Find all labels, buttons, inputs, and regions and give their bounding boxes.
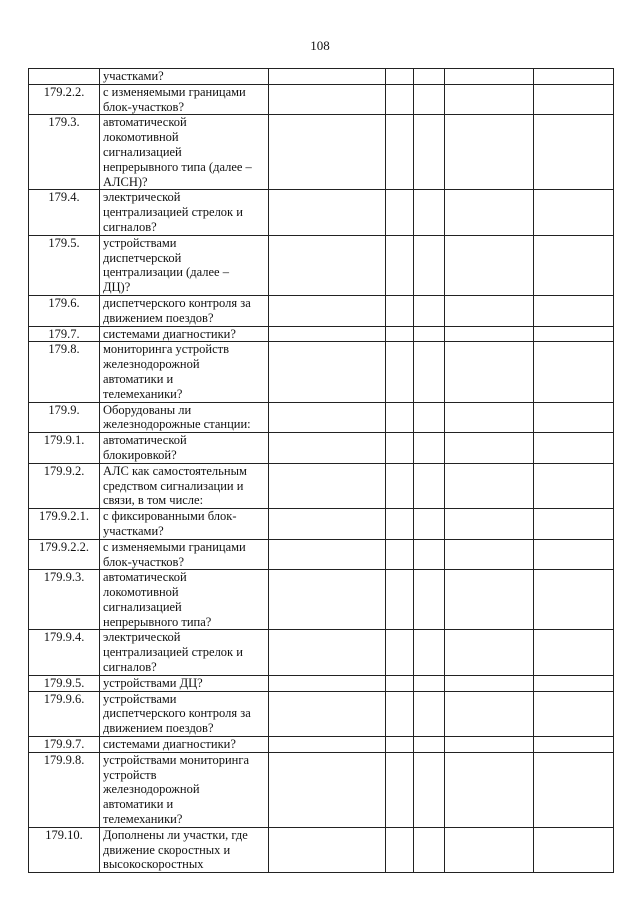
answer-cell[interactable] [386, 675, 414, 691]
answer-cell[interactable] [445, 675, 534, 691]
answer-cell[interactable] [414, 827, 445, 872]
answer-cell[interactable] [534, 737, 614, 753]
question-line: автоматической [103, 570, 187, 585]
answer-cell[interactable] [445, 737, 534, 753]
answer-cell[interactable] [386, 827, 414, 872]
question-line: мониторинга устройств [103, 342, 230, 357]
table-body [29, 69, 614, 873]
answer-cell[interactable] [386, 326, 414, 342]
table-row [29, 752, 614, 827]
item-number: 179.9. [29, 402, 100, 433]
answer-cell[interactable] [386, 115, 414, 190]
answer-cell[interactable] [269, 342, 386, 402]
answer-cell[interactable] [269, 115, 386, 190]
table-row [29, 295, 614, 326]
question-text [100, 630, 269, 675]
answer-cell[interactable] [386, 84, 414, 115]
answer-cell[interactable] [445, 295, 534, 326]
item-number: 179.9.1. [29, 433, 100, 464]
answer-cell[interactable] [269, 675, 386, 691]
item-number: 179.3. [29, 115, 100, 190]
answer-cell[interactable] [534, 295, 614, 326]
item-number: 179.6. [29, 295, 100, 326]
question-line: телемеханики? [103, 812, 183, 827]
answer-cell[interactable] [269, 326, 386, 342]
answer-cell[interactable] [445, 539, 534, 570]
question-line: непрерывного типа? [103, 614, 212, 629]
answer-cell[interactable] [414, 84, 445, 115]
answer-cell[interactable] [534, 827, 614, 872]
answer-cell[interactable] [386, 752, 414, 827]
table-row [29, 69, 614, 85]
answer-cell[interactable] [414, 235, 445, 295]
answer-cell[interactable] [445, 752, 534, 827]
question-line: движением поездов? [103, 721, 214, 736]
question-text [100, 675, 269, 691]
table-row [29, 402, 614, 433]
answer-cell[interactable] [414, 402, 445, 433]
question-text [100, 539, 269, 570]
answer-cell[interactable] [534, 630, 614, 675]
question-text [100, 84, 269, 115]
question-line: телемеханики? [103, 386, 183, 401]
answer-cell[interactable] [386, 691, 414, 736]
answer-cell[interactable] [534, 539, 614, 570]
table-row [29, 691, 614, 736]
answer-cell[interactable] [534, 570, 614, 630]
item-number: 179.4. [29, 190, 100, 235]
table-row [29, 509, 614, 540]
item-number: 179.5. [29, 235, 100, 295]
question-line: устройствами [103, 235, 177, 250]
question-text [100, 463, 269, 508]
table-row [29, 326, 614, 342]
item-number: 179.9.3. [29, 570, 100, 630]
answer-cell[interactable] [269, 84, 386, 115]
table-row [29, 433, 614, 464]
answer-cell[interactable] [414, 752, 445, 827]
question-text [100, 570, 269, 630]
page-number: 108 [310, 38, 330, 53]
question-line: электрической [103, 630, 181, 645]
table-row [29, 342, 614, 402]
answer-cell[interactable] [414, 691, 445, 736]
item-number: 179.10. [29, 827, 100, 872]
answer-cell[interactable] [414, 509, 445, 540]
answer-cell[interactable] [386, 295, 414, 326]
item-number: 179.7. [29, 326, 100, 342]
table-row [29, 463, 614, 508]
question-line: сигнализацией [103, 144, 182, 159]
answer-cell[interactable] [386, 235, 414, 295]
question-text [100, 433, 269, 464]
question-text [100, 737, 269, 753]
question-line: электрической [103, 190, 181, 205]
answer-cell[interactable] [445, 463, 534, 508]
question-line: сигналов? [103, 219, 157, 234]
question-line: ДЦ)? [103, 280, 131, 295]
question-line: высокоскоростных [103, 857, 204, 872]
question-line: железнодорожной [103, 357, 200, 372]
question-line: железнодорожные станции: [103, 417, 251, 432]
answer-cell[interactable] [445, 84, 534, 115]
question-line: с изменяемыми границами [103, 84, 246, 99]
answer-cell[interactable] [445, 115, 534, 190]
answer-cell[interactable] [534, 691, 614, 736]
answer-cell[interactable] [414, 630, 445, 675]
question-line: непрерывного типа (далее – [103, 159, 252, 174]
answer-cell[interactable] [269, 509, 386, 540]
question-line: диспетчерского контроля за [103, 706, 251, 721]
table-row [29, 570, 614, 630]
answer-cell[interactable] [269, 752, 386, 827]
question-line: системами диагностики? [103, 326, 236, 341]
question-line: с изменяемыми границами [103, 539, 246, 554]
question-line: диспетчерского контроля за [103, 295, 251, 310]
answer-cell[interactable] [534, 69, 614, 85]
question-line: участками? [103, 523, 164, 538]
answer-cell[interactable] [534, 115, 614, 190]
table-row [29, 827, 614, 872]
question-line: централизацией стрелок и [103, 645, 243, 660]
answer-cell[interactable] [445, 509, 534, 540]
table-row [29, 115, 614, 190]
answer-cell[interactable] [445, 69, 534, 85]
item-number: 179.9.2. [29, 463, 100, 508]
item-number [29, 69, 100, 85]
question-text [100, 235, 269, 295]
question-line: движение скоростных и [103, 842, 231, 857]
question-line: автоматики и [103, 371, 174, 386]
answer-cell[interactable] [445, 827, 534, 872]
answer-cell[interactable] [534, 190, 614, 235]
table-row [29, 84, 614, 115]
answer-cell[interactable] [414, 295, 445, 326]
question-line: устройствами [103, 691, 177, 706]
question-line: централизации (далее – [103, 265, 229, 280]
question-text [100, 326, 269, 342]
answer-cell[interactable] [534, 84, 614, 115]
answer-cell[interactable] [534, 402, 614, 433]
question-line: АЛС как самостоятельным [103, 463, 247, 478]
question-text [100, 342, 269, 402]
question-line: Оборудованы ли [103, 402, 192, 417]
answer-cell[interactable] [269, 463, 386, 508]
answer-cell[interactable] [386, 69, 414, 85]
answer-cell[interactable] [269, 737, 386, 753]
question-line: централизацией стрелок и [103, 205, 243, 220]
item-number: 179.9.4. [29, 630, 100, 675]
item-number: 179.2.2. [29, 84, 100, 115]
answer-cell[interactable] [386, 342, 414, 402]
answer-cell[interactable] [445, 342, 534, 402]
item-number: 179.9.8. [29, 752, 100, 827]
question-text [100, 691, 269, 736]
answer-cell[interactable] [534, 463, 614, 508]
answer-cell[interactable] [269, 402, 386, 433]
answer-cell[interactable] [414, 69, 445, 85]
question-line: автоматической [103, 115, 187, 130]
answer-cell[interactable] [269, 433, 386, 464]
question-text [100, 69, 269, 85]
question-line: локомотивной [103, 585, 179, 600]
answer-cell[interactable] [386, 539, 414, 570]
question-line: средством сигнализации и [103, 478, 244, 493]
answer-cell[interactable] [414, 570, 445, 630]
answer-cell[interactable] [414, 433, 445, 464]
answer-cell[interactable] [269, 827, 386, 872]
question-line: диспетчерской [103, 250, 182, 265]
answer-cell[interactable] [445, 402, 534, 433]
question-line: АЛСН)? [103, 174, 148, 189]
question-line: связи, в том числе: [103, 493, 204, 508]
answer-cell[interactable] [414, 326, 445, 342]
answer-cell[interactable] [534, 675, 614, 691]
answer-cell[interactable] [386, 509, 414, 540]
answer-cell[interactable] [269, 630, 386, 675]
answer-cell[interactable] [269, 539, 386, 570]
question-line: с фиксированными блок- [103, 509, 237, 524]
answer-cell[interactable] [414, 190, 445, 235]
question-text [100, 115, 269, 190]
answer-cell[interactable] [269, 295, 386, 326]
question-text [100, 402, 269, 433]
table-row [29, 630, 614, 675]
item-number: 179.9.6. [29, 691, 100, 736]
answer-cell[interactable] [445, 630, 534, 675]
item-number: 179.9.5. [29, 675, 100, 691]
answer-cell[interactable] [269, 190, 386, 235]
answer-cell[interactable] [386, 433, 414, 464]
answer-cell[interactable] [269, 69, 386, 85]
item-number: 179.9.2.1. [29, 509, 100, 540]
answer-cell[interactable] [534, 509, 614, 540]
question-line: автоматики и [103, 797, 174, 812]
answer-cell[interactable] [269, 570, 386, 630]
answer-cell[interactable] [414, 675, 445, 691]
answer-cell[interactable] [445, 691, 534, 736]
answer-cell[interactable] [534, 235, 614, 295]
question-line: движением поездов? [103, 310, 214, 325]
question-text [100, 827, 269, 872]
answer-cell[interactable] [386, 737, 414, 753]
answer-cell[interactable] [445, 326, 534, 342]
answer-cell[interactable] [534, 433, 614, 464]
answer-cell[interactable] [414, 737, 445, 753]
table-row [29, 737, 614, 753]
question-line: устройствами ДЦ? [103, 675, 203, 690]
question-text [100, 752, 269, 827]
question-line: сигналов? [103, 660, 157, 675]
question-line: блок-участков? [103, 99, 185, 114]
question-line: автоматической [103, 433, 187, 448]
answer-cell[interactable] [414, 539, 445, 570]
question-line: блокировкой? [103, 447, 177, 462]
question-line: сигнализацией [103, 599, 182, 614]
answer-cell[interactable] [414, 115, 445, 190]
answer-cell[interactable] [534, 342, 614, 402]
question-text [100, 509, 269, 540]
answer-cell[interactable] [534, 326, 614, 342]
item-number: 179.8. [29, 342, 100, 402]
question-line: устройств [103, 767, 157, 782]
item-number: 179.9.7. [29, 737, 100, 753]
table-row [29, 190, 614, 235]
answer-cell[interactable] [386, 402, 414, 433]
answer-cell[interactable] [386, 463, 414, 508]
checklist-table [28, 68, 614, 873]
answer-cell[interactable] [534, 752, 614, 827]
question-text [100, 295, 269, 326]
answer-cell[interactable] [445, 190, 534, 235]
question-line: системами диагностики? [103, 737, 236, 752]
answer-cell[interactable] [386, 190, 414, 235]
question-line: участками? [103, 69, 164, 83]
answer-cell[interactable] [445, 570, 534, 630]
answer-cell[interactable] [269, 235, 386, 295]
answer-cell[interactable] [445, 433, 534, 464]
table-row [29, 675, 614, 691]
table-row [29, 539, 614, 570]
answer-cell[interactable] [269, 691, 386, 736]
answer-cell[interactable] [386, 630, 414, 675]
answer-cell[interactable] [445, 235, 534, 295]
question-text [100, 190, 269, 235]
question-line: блок-участков? [103, 554, 185, 569]
question-line: Дополнены ли участки, где [103, 827, 248, 842]
item-number: 179.9.2.2. [29, 539, 100, 570]
answer-cell[interactable] [414, 342, 445, 402]
answer-cell[interactable] [414, 463, 445, 508]
table-row [29, 235, 614, 295]
question-line: железнодорожной [103, 782, 200, 797]
answer-cell[interactable] [386, 570, 414, 630]
question-line: устройствами мониторинга [103, 752, 250, 767]
question-line: локомотивной [103, 130, 179, 145]
